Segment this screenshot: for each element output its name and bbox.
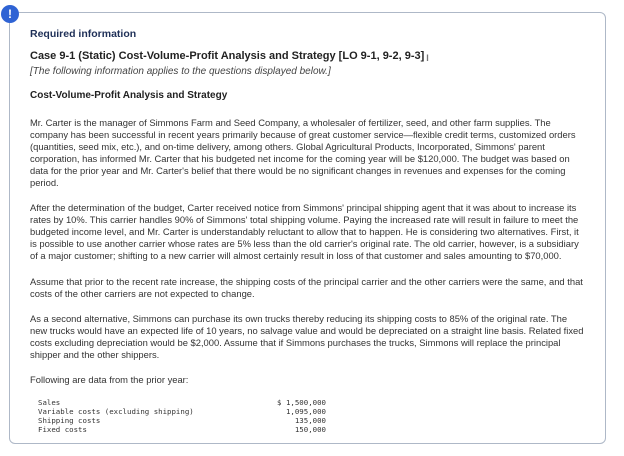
row-value: $ 1,500,000 (277, 397, 326, 407)
case-title (30, 50, 605, 62)
paragraph-shipping-alternatives: After the determination of the budget, Carter received notice from Simmons' principal shipping agent that it was about to increase its rates by 10%. This carrier handles 90% of Simmons' total shipping volume. Paying the increased rate will result in failure to meet the budgeted income level, and Mr. Carter is understandably reluctant to allow that to happen. He is considering two alternatives. First, it is possible to use another carrier whose rates are 5% less than the old carrier's original rate. The old carrier, however, is a subsidiary of a major customer; shifting to a new carrier will almost certainly result in loss of that customer and sales amounting to $70,000. (30, 202, 579, 262)
alert-icon: ! (1, 5, 19, 23)
table-row (38, 398, 326, 407)
text-cursor-icon: I (426, 53, 429, 63)
paragraph-background: Mr. Carter is the manager of Simmons Farm and Seed Company, a wholesaler of fertilizer, seed, and other farm supplies. The company has been successful in recent years primarily because of great customer service—flexible credit terms, customized orders (quantities, seed mix, etc.), and on-time delivery, among others. Global Agricultural Products, Incorporated, Simmons' parent corporation, has informed Mr. Carter that his budgeted net income for the coming year will be $120,000. The budget was based on data for the prior year and Mr. Carter's belief that there would be no significant changes in revenues and expenses for the coming period. (30, 117, 576, 189)
row-label: Variable costs (excluding shipping) (38, 407, 194, 417)
section-heading: Cost-Volume-Profit Analysis and Strategy (30, 90, 228, 101)
row-label: Shipping costs (38, 416, 101, 426)
paragraph-assumption: Assume that prior to the recent rate increase, the shipping costs of the principal carrier and the other carriers were the same, and that costs of the other carriers are not expected to change. (30, 275, 583, 299)
table-row (38, 425, 326, 434)
required-information-panel (9, 12, 606, 444)
intro-note: [The following information applies to the questions displayed below.] (30, 66, 331, 77)
row-label: Fixed costs (38, 425, 87, 435)
required-information-heading: Required information (30, 28, 137, 40)
case-title-text: Case 9-1 (Static) Cost-Volume-Profit Analysis and Strategy [LO 9-1, 9-2, 9-3] (30, 50, 425, 62)
prior-year-data-table (38, 398, 326, 435)
row-value: 150,000 (294, 425, 326, 435)
paragraph-prior-year-intro: Following are data from the prior year: (30, 373, 189, 385)
row-value: 135,000 (294, 416, 326, 426)
row-label: Sales (38, 397, 61, 407)
table-row (38, 416, 326, 425)
table-row (38, 407, 326, 416)
row-value: 1,095,000 (285, 407, 326, 417)
paragraph-truck-alternative: As a second alternative, Simmons can purchase its own trucks thereby reducing its shipping costs to 85% of the original rate. The new trucks would have an expected life of 10 years, no salvage value and would be depreciated on a straight line basis. Related fixed costs excluding depreciation would be $2,000. Assume that if Simmons purchases the trucks, Simmons will replace the principal shipper and the other shippers. (30, 312, 584, 360)
